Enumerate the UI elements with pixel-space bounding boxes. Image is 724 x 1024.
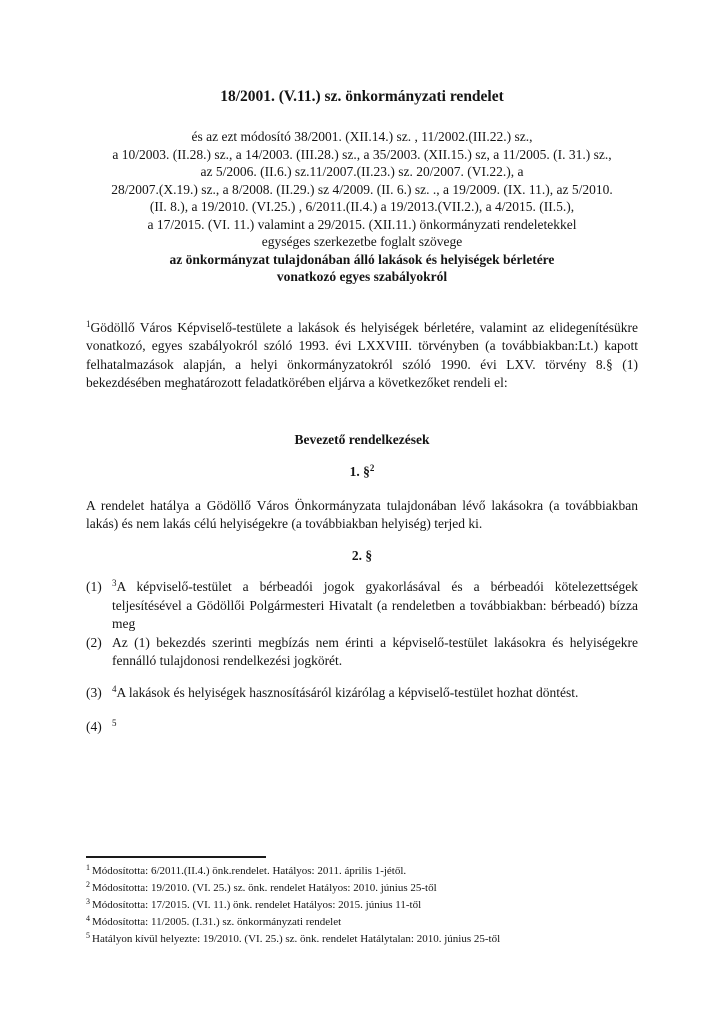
amendment-line: egységes szerkezetbe foglalt szövege — [261, 234, 463, 249]
footnote-reference: 1 — [86, 318, 91, 329]
footnote: $^5$ Hatályon kívül helyezte: 19/2010. (VI. 25.) sz. önk. rendelet Hatálytalan: 2010. június 25-től — [86, 931, 501, 945]
paragraph-text — [112, 718, 638, 737]
footnote-reference: 5 — [112, 718, 117, 728]
footnote-number: 4 — [86, 914, 90, 923]
document-title: 18/2001. (V.11.) sz. önkormányzati rendelet — [220, 88, 504, 105]
footnote-number: 1 — [86, 863, 90, 872]
paragraph-text: $^3$A képviselő-testület a bérbeadói jogok gyakorlásával és a bérbeadói kötelezettségek teljesítésével a Gödöllői Polgármesteri Hivatalt (a rendeletben a továbbiakban: bérbeadó) bízza meg — [112, 578, 638, 631]
preamble-paragraph — [86, 319, 638, 393]
paragraph-text: $^4$A lakások és helyiségek hasznosításáról kizárólag a képviselő-testület hozhat döntést. — [112, 683, 579, 700]
paragraph-marker: (1) — [86, 579, 102, 594]
subject-title-line: vonatkozó egyes szabályokról — [276, 269, 448, 284]
section-2-number: 2. § — [351, 548, 373, 563]
footnote-number: 3 — [86, 897, 90, 906]
paragraph-marker: (4) — [86, 719, 102, 734]
footnote: $^3$ Módosította: 17/2015. (VI. 11.) önk. rendelet Hatályos: 2015. június 11-től — [86, 897, 422, 911]
section-2-paragraphs — [86, 578, 638, 737]
chapter-heading: Bevezető rendelkezések — [294, 431, 430, 447]
footnotes-block — [86, 856, 638, 948]
paragraph-item — [86, 634, 638, 671]
document-content — [86, 88, 638, 737]
subject-title-line: az önkormányzat tulajdonában álló lakások és helyiségek bérletére — [169, 251, 555, 267]
amendment-line: 28/2007.(X.19.) sz., a 8/2008. (II.29.) sz 4/2009. (II. 6.) sz. ., a 19/2009. (IX. 11.), az 5/2010. — [111, 181, 613, 197]
paragraph-marker: (3) — [86, 684, 102, 700]
footnote-number: 5 — [86, 931, 90, 940]
paragraph-marker: (2) — [86, 634, 102, 650]
amendment-list — [86, 128, 638, 286]
footnote-reference: 2 — [369, 462, 375, 473]
footnote-reference: 4 — [112, 683, 117, 694]
paragraph-text: Az (1) bekezdés szerinti megbízás nem érinti a képviselő-testület lakásokra és helyiségekre fennálló tulajdonosi rendelkezési jogkörét. — [112, 634, 638, 668]
paragraph-item — [86, 578, 638, 634]
footnote: $^1$ Módosította: 6/2011.(II.4.) önk.rendelet. Hatályos: 2011. április 1-jétől. — [86, 863, 407, 877]
amendment-line: és az ezt módosító 38/2001. (XII.14.) sz. , 11/2002.(III.22.) sz., — [191, 129, 533, 144]
section-1-text: A rendelet hatálya a Gödöllő Város Önkormányzata tulajdonában lévő lakásokra (a továbbiakban lakás) és nem lakás célú helyiségekre (a továbbiakban helyiség) terjed ki. — [86, 497, 638, 531]
footnote: $^4$ Módosította: 11/2005. (I.31.) sz. önkormányzati rendelet — [86, 914, 342, 928]
footnote-number: 2 — [86, 880, 90, 889]
amendment-line: (II. 8.), a 19/2010. (VI.25.) , 6/2011.(II.4.) a 19/2013.(VII.2.), a 4/2015. (II.5.), — [149, 199, 575, 214]
amendment-line: a 17/2015. (VI. 11.) valamint a 29/2015. (XII.11.) önkormányzati rendeletekkel — [147, 216, 577, 232]
paragraph-item — [86, 718, 638, 737]
preamble-text: Gödöllő Város Képviselő-testülete a lakások és helyiségek bérletére, valamint az elidegenítésükre vonatkozó, egyes szabályokról szóló 1993. évi LXXVIII. törvényben (a továbbiakban:Lt.) kapott felhatalmazások alapján, a helyi önkormányzatokról szóló 1990. évi LXV. törvény 8.§ (1) bekezdésében meghatározott feladatkörében eljárva a következőket rendeli el: — [86, 319, 638, 390]
amendment-line: az 5/2006. (II.6.) sz.11/2007.(II.23.) sz. 20/2007. (VI.22.), a — [200, 164, 524, 179]
footnote: $^2$ Módosította: 19/2010. (VI. 25.) sz. önk. rendelet Hatályos: 2010. június 25-től — [86, 880, 437, 894]
footnote-separator — [86, 856, 266, 858]
amendment-line: a 10/2003. (II.28.) sz., a 14/2003. (III.28.) sz., a 35/2003. (XII.15.) sz, a 11/2005. (I. 31.) sz., — [112, 146, 612, 162]
paragraph-item — [86, 684, 638, 703]
section-1-number: 1. §$^2$ — [349, 462, 375, 479]
footnote-reference: 3 — [112, 578, 117, 588]
